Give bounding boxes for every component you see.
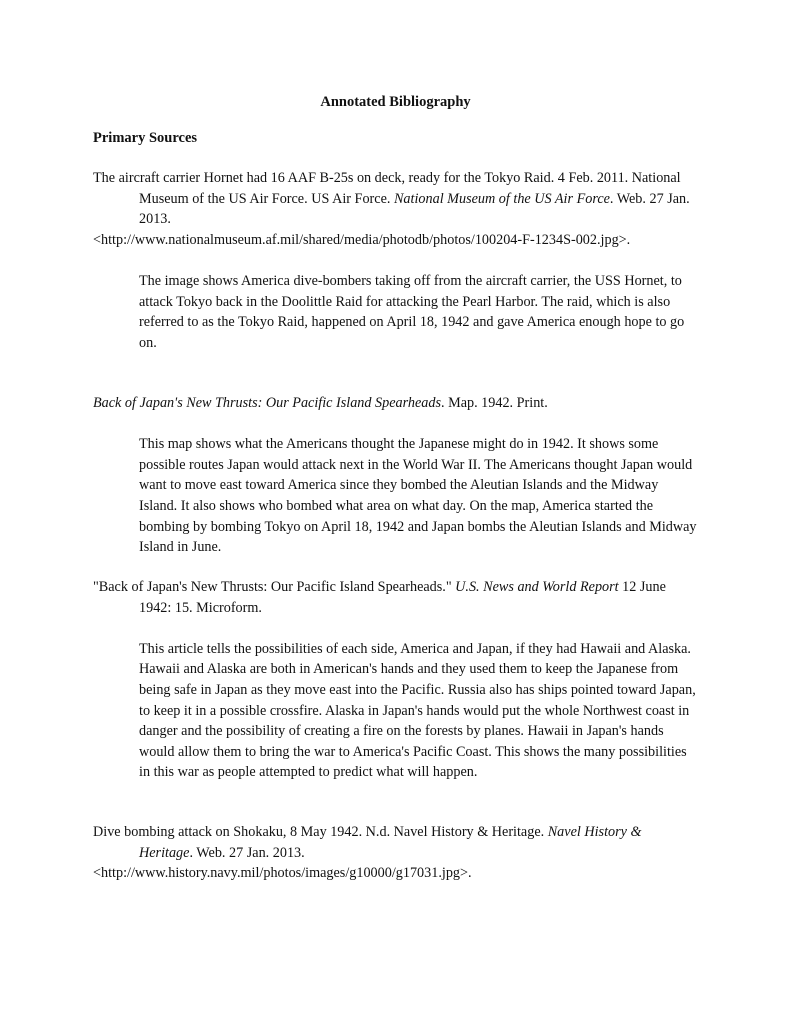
citation: [93, 168, 699, 250]
citation-url: <http://www.nationalmuseum.af.mil/shared/media/photodb/photos/100204-F-1234S-002.jpg>.: [93, 231, 631, 248]
citation-text: 12 June 1942: 15. Microform.: [139, 579, 666, 616]
bibliography-entry-hornet: [93, 168, 699, 353]
citation-text: Dive bombing attack on Shokaku, 8 May 1942. N.d. Navel History & Heritage.: [93, 824, 548, 840]
bibliography-entry-news-report: [93, 577, 699, 783]
citation-text: . Map. 1942. Print.: [440, 395, 548, 411]
citation-italic-title: U.S. News and World Report: [455, 579, 619, 595]
citation-italic-title: National Museum of the US Air Force: [393, 190, 610, 207]
citation-url: <http://www.history.navy.mil/photos/images/g10000/g17031.jpg>.: [93, 865, 472, 882]
annotation-paragraph: This map shows what the Americans thought the Japanese might do in 1942. It shows some possible routes Japan would attack next in the World War II. The Americans thought Japan would want to move east toward America since they bombed the Aleutian Islands and the Midway Island. It also shows who bombed what area on what day. On the map, America started the bombing by bombing Tokyo on April 18, 1942 and Japan bombs the Aleutian Islands and Midway Island in June.: [139, 436, 697, 556]
citation-text: . Web. 27 Jan. 2013.: [139, 190, 690, 228]
citation: [93, 577, 699, 618]
citation: [93, 393, 699, 414]
citation-italic-title: Navel History & Heritage: [139, 824, 642, 861]
citation-text: The aircraft carrier Hornet had 16 AAF B-25s on deck, ready for the Tokyo Raid. 4 Feb. 2011. National Museum of the US Air Force. US Air Force.: [93, 170, 681, 207]
document-title: Annotated Bibliography: [320, 94, 471, 110]
section-heading-primary-sources: Primary Sources: [93, 130, 198, 146]
citation-italic-title: Back of Japan's New Thrusts: Our Pacific Island Spearheads: [93, 395, 441, 411]
annotation-paragraph: This article tells the possibilities of each side, America and Japan, if they had Hawaii and Alaska. Hawaii and Alaska are both in American's hands and they used them to keep the Japanese from being safe in Japan as they move east into the Pacific. Russia also has ships pointed toward Japan, to keep it in a possible crossfire. Alaska in Japan's hands would put the whole Northwest coast in danger and the possibility of creating a fire on the forests by planes. Hawaii in Japan's hands would allow them to bring the war to America's Pacific Coast. This shows the many possibilities in this war as people attempted to predict what will happen.: [139, 640, 696, 781]
citation-text: . Web. 27 Jan. 2013.: [189, 844, 305, 861]
bibliography-entry-map: [93, 393, 699, 558]
annotation-paragraph: The image shows America dive-bombers taking off from the aircraft carrier, the USS Hornet, to attack Tokyo back in the Doolittle Raid for attacking the Pearl Harbor. The raid, which is also referred to as the Tokyo Raid, happened on April 18, 1942 and gave America enough hope to go on.: [139, 272, 685, 351]
citation: [93, 822, 699, 884]
bibliography-entry-shokaku: [93, 822, 699, 884]
citation-text: "Back of Japan's New Thrusts: Our Pacific Island Spearheads.": [93, 579, 456, 595]
